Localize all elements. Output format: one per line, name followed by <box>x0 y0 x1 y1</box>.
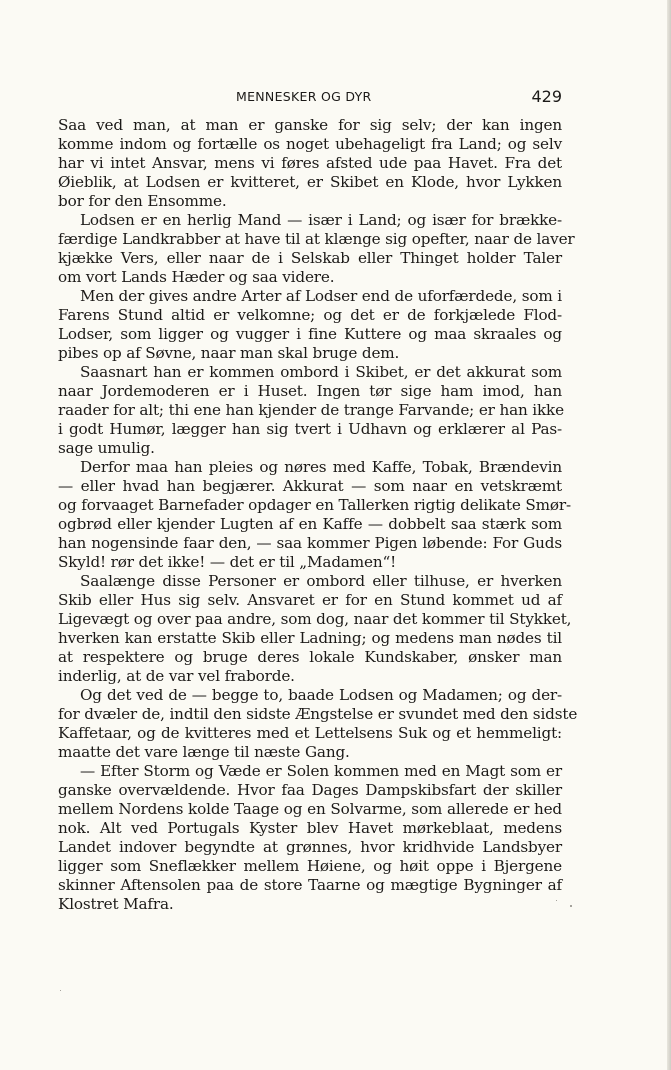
text-line: Øieblik, at Lodsen er kvitteret, er Skibet en Klode, hvor Lykken <box>58 173 562 191</box>
page-number: 429 <box>531 87 562 106</box>
text-line: skinner Aftensolen paa de store Taarne og mægtige Bygninger af <box>58 876 562 894</box>
text-line: sage umulig. <box>58 439 155 457</box>
text-line: Ligevægt og over paa andre, som dog, naar det kommer til Stykket, <box>58 610 572 628</box>
text-line: i godt Humør, lægger han sig tvert i Udhavn og erklærer al Pas- <box>58 420 562 438</box>
text-line: Saalænge disse Personer er ombord eller tilhuse, er hverken <box>80 572 562 590</box>
text-line: Lodser, som ligger og vugger i fine Kuttere og maa skraales og <box>58 325 562 343</box>
text-line: — Efter Storm og Væde er Solen kommen med en Magt som er <box>80 762 562 780</box>
text-line: færdige Landkrabber at have til at klænge sig opefter, naar de laver <box>58 230 575 248</box>
text-line: Skyld! rør det ikke! — det er til „Madamen“! <box>58 553 397 571</box>
text-line: Men der gives andre Arter af Lodser end de uforfærdede, som i <box>80 287 562 305</box>
text-line: har vi intet Ansvar, mens vi føres afsted ude paa Havet. Fra det <box>58 154 562 172</box>
paper-speck <box>60 990 61 991</box>
page-edge <box>667 0 671 1070</box>
text-line: om vort Lands Hæder og saa videre. <box>58 268 335 286</box>
text-line: Saasnart han er kommen ombord i Skibet, er det akkurat som <box>80 363 562 381</box>
text-line: mellem Nordens kolde Taage og en Solvarme, som allerede er hed <box>58 800 562 818</box>
text-line: pibes op af Søvne, naar man skal bruge dem. <box>58 344 400 362</box>
text-line: Landet indover begyndte at grønnes, hvor kridhvide Landsbyer <box>58 838 562 856</box>
text-line: ganske overvældende. Hvor faa Dages Dampskibsfart der skiller <box>58 781 562 799</box>
running-title: MENNESKER OG DYR <box>236 89 372 104</box>
paper-speck <box>570 905 572 907</box>
text-line: inderlig, at de var vel fraborde. <box>58 667 295 685</box>
text-line: komme indom og fortælle os noget ubehageligt fra Land; og selv <box>58 135 562 153</box>
text-line: ogbrød eller kjender Lugten af en Kaffe — dobbelt saa stærk som <box>58 515 562 533</box>
text-line: Og det ved de — begge to, baade Lodsen og Madamen; og der- <box>80 686 562 704</box>
text-line: og forvaaget Barnefader opdager en Tallerken rigtig delikate Smør- <box>58 496 571 514</box>
text-line: maatte det vare længe til næste Gang. <box>58 743 350 761</box>
page-header <box>58 89 562 109</box>
text-line: hverken kan erstatte Skib eller Ladning; og medens man nødes til <box>58 629 562 647</box>
text-line: raader for alt; thi ene han kjender de trange Farvande; er han ikke <box>58 401 564 419</box>
text-line: bor for den Ensomme. <box>58 192 227 210</box>
paper-speck <box>556 900 557 901</box>
text-line: — eller hvad han begjærer. Akkurat — som naar en vetskræmt <box>58 477 562 495</box>
text-line: for dvæler de, indtil den sidste Ængstelse er svundet med den sidste <box>58 705 578 723</box>
text-line: Lodsen er en herlig Mand — især i Land; og især for brække- <box>80 211 562 229</box>
text-line: ligger som Sneflækker mellem Høiene, og høit oppe i Bjergene <box>58 857 562 875</box>
text-line: Skib eller Hus sig selv. Ansvaret er for en Stund kommet ud af <box>58 591 562 609</box>
text-line: at respektere og bruge deres lokale Kundskaber, ønsker man <box>58 648 562 666</box>
text-line: naar Jordemoderen er i Huset. Ingen tør sige ham imod, han <box>58 382 562 400</box>
text-line: han nogensinde faar den, — saa kommer Pigen løbende: For Guds <box>58 534 562 552</box>
text-line: Saa ved man, at man er ganske for sig selv; der kan ingen <box>58 116 562 134</box>
body-text <box>58 116 578 914</box>
text-line: Klostret Mafra. <box>58 895 174 913</box>
text-line: Farens Stund altid er velkomne; og det er de forkjælede Flod- <box>58 306 562 324</box>
text-line: Kaffetaar, og de kvitteres med et Lettelsens Suk og et hemmeligt: <box>58 724 562 742</box>
text-line: kjække Vers, eller naar de i Selskab eller Thinget holder Taler <box>58 249 562 267</box>
text-line: Derfor maa han pleies og nøres med Kaffe, Tobak, Brændevin <box>80 458 562 476</box>
text-line: nok. Alt ved Portugals Kyster blev Havet mørkeblaat, medens <box>58 819 562 837</box>
